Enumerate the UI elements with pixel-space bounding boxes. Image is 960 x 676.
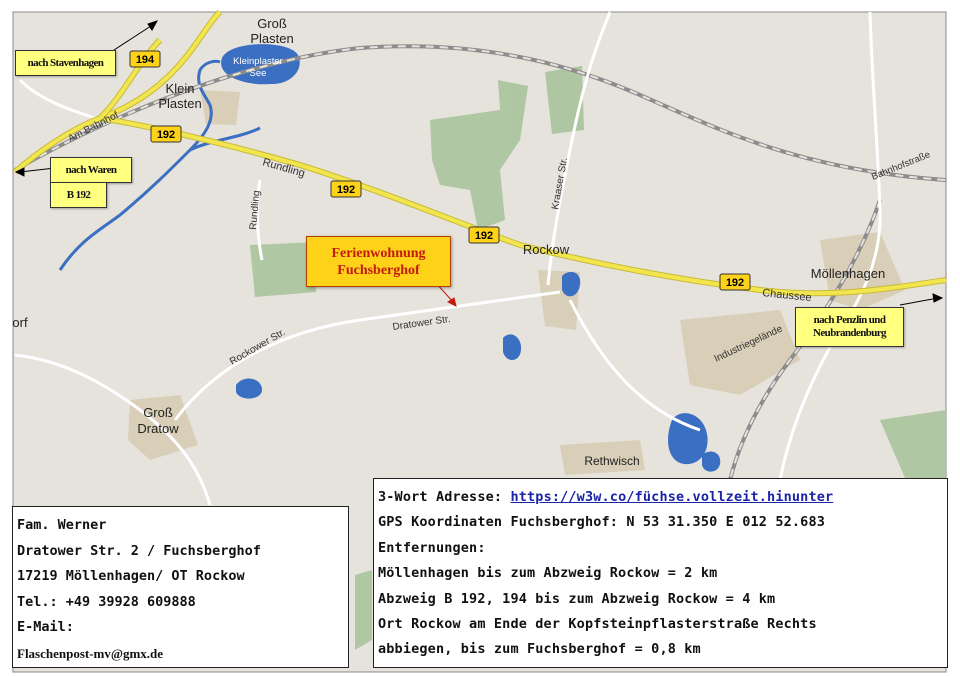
svg-text:192: 192 <box>474 230 494 242</box>
address-email-label: E-Mail: <box>17 619 74 635</box>
street-rockower-str: Rockower Str. <box>228 326 288 368</box>
place-klein-plasten-2: Plasten <box>158 96 202 111</box>
destination-line1: Ferienwohnung <box>331 245 426 261</box>
street-bahnhofstrasse: Bahnhofstraße <box>870 149 932 183</box>
info-box <box>373 478 948 668</box>
label-nach-penzlin <box>795 307 904 347</box>
svg-text:194: 194 <box>135 54 155 66</box>
svg-text:192: 192 <box>156 129 176 141</box>
address-street: Dratower Str. 2 / Fuchsberghof <box>17 542 261 559</box>
label-b192: B 192 <box>50 182 107 208</box>
label-nach-penzlin-line2: Neubrandenburg <box>813 327 886 339</box>
place-gross-plasten-1: Groß <box>257 16 287 31</box>
place-kleinplaster-see-2: See <box>249 68 267 79</box>
road-shield-192-c <box>469 227 499 243</box>
label-nach-waren: nach Waren <box>50 157 132 183</box>
label-nach-penzlin-line1: nach Penzlin und <box>813 314 886 326</box>
road-shield-192-a <box>151 126 181 142</box>
street-am-bahnhof: Am Bahnhof <box>66 109 121 145</box>
street-dratower-str: Dratower Str. <box>391 313 452 333</box>
w3w-link[interactable]: https://w3w.co/füchse.vollzeit.hinunter <box>510 489 834 505</box>
label-nach-stavenhagen: nach Stavenhagen <box>15 50 116 76</box>
street-kraaser-str: Kraaser Str. <box>550 156 571 211</box>
distances-heading: Entfernungen: <box>378 539 486 556</box>
destination-label-ferienwohnung <box>306 236 451 287</box>
road-shield-194 <box>130 51 160 67</box>
destination-line2: Fuchsberghof <box>337 262 420 278</box>
distance-b192-194: Abzweig B 192, 194 bis zum Abzweig Rockow = 4 km <box>378 590 776 607</box>
street-chaussee: Chaussee <box>761 287 813 305</box>
address-box <box>12 506 349 668</box>
street-rundling-side: Rundling <box>248 189 263 231</box>
w3w-line <box>378 485 943 510</box>
street-industriegelaende: Industriegelände <box>712 323 785 365</box>
svg-text:192: 192 <box>336 184 356 196</box>
place-gross-dratow-2: Dratow <box>137 421 179 436</box>
distance-rockow-2: abbiegen, bis zum Fuchsberghof = 0,8 km <box>378 641 701 658</box>
gps-coordinates: GPS Koordinaten Fuchsberghof: N 53 31.350 E 012 52.683 <box>378 514 825 531</box>
place-moellenhagen: Möllenhagen <box>810 266 886 281</box>
address-email[interactable]: Flaschenpost-mv@gmx.de <box>17 645 164 661</box>
road-shield-192-b <box>331 181 361 197</box>
place-kleinplaster-see-1: Kleinplaster <box>233 56 283 67</box>
place-gross-plasten-2: Plasten <box>250 31 294 46</box>
distance-moellenhagen: Möllenhagen bis zum Abzweig Rockow = 2 km <box>378 565 718 582</box>
w3w-label: 3-Wort Adresse: <box>378 489 511 505</box>
place-gross-dratow-1: Groß <box>143 405 173 420</box>
distance-rockow-1: Ort Rockow am Ende der Kopfsteinpflasterstraße Rechts <box>378 615 817 632</box>
address-phone: Tel.: +49 39928 609888 <box>17 593 196 610</box>
address-name: Fam. Werner <box>17 517 107 533</box>
place-klein-plasten-1: Klein <box>165 81 195 96</box>
place-rethwisch: Rethwisch <box>584 454 640 468</box>
place-edge-dorf: orf <box>12 315 28 330</box>
svg-text:192: 192 <box>725 277 745 289</box>
place-rockow: Rockow <box>522 242 570 257</box>
address-city: 17219 Möllenhagen/ OT Rockow <box>17 568 245 584</box>
street-rundling-main: Rundling <box>261 156 307 180</box>
road-shield-192-d <box>720 274 750 290</box>
